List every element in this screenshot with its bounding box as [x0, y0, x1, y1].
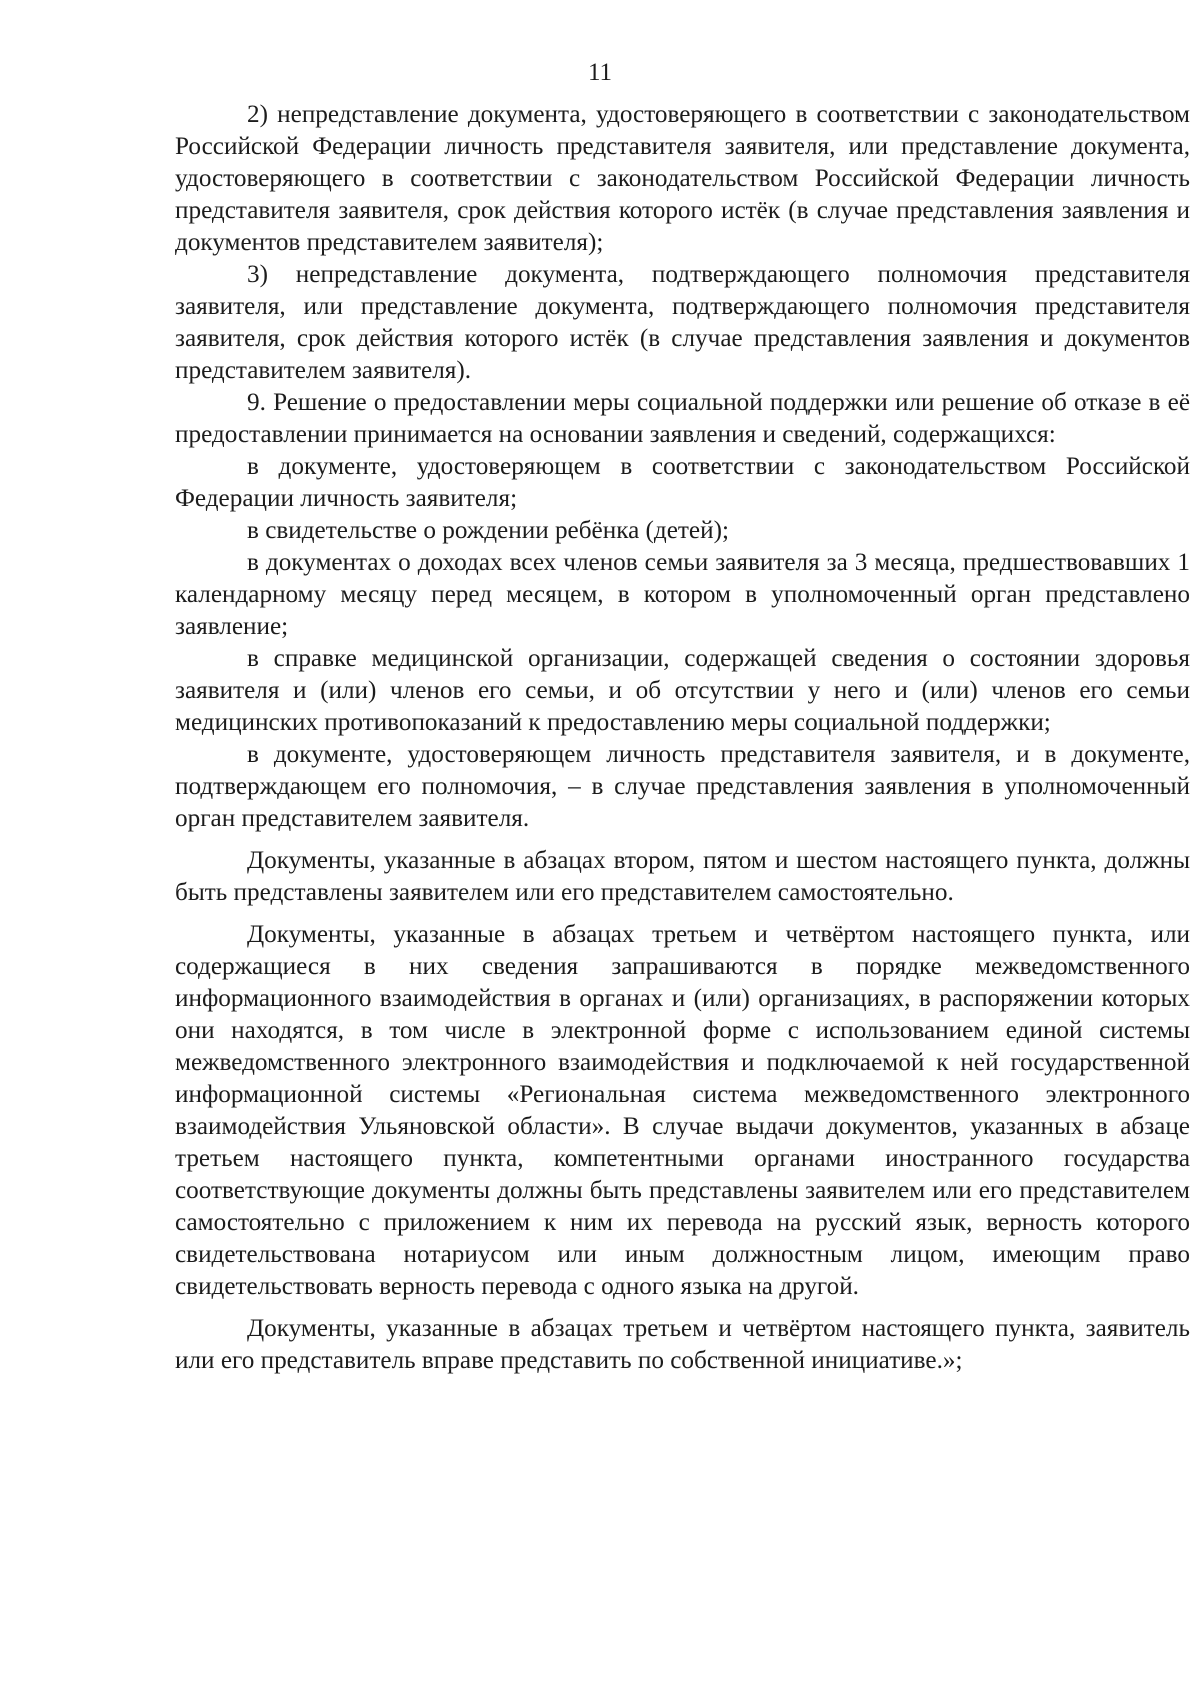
paragraph-medical-certificate: в справке медицинской организации, содержащей сведения о состоянии здоровья заявителя и (или) членов его семьи, и об отсутствии у него и (или) членов его семьи медицинских противопоказаний к предоставлению меры социальной поддержки;	[175, 645, 1190, 736]
paragraph-self-submitted: Документы, указанные в абзацах втором, пятом и шестом настоящего пункта, должны быть представлены заявителем или его представителем самостоятельно.	[175, 847, 1190, 906]
paragraph-interagency-request: Документы, указанные в абзацах третьем и четвёртом настоящего пункта, или содержащиеся в них сведения запрашиваются в порядке межведомственного информационного взаимодействия в органах и (или) организациях, в распоряжении которых они находятся, в том числе в электронной форме с использованием единой системы межведомственного электронного взаимодействия и подключаемой к ней государственной информационной системы «Региональная система межведомственного электронного взаимодействия Ульяновской области». В случае выдачи документов, указанных в абзаце третьем настоящего пункта, компетентными органами иностранного государства соответствующие документы должны быть представлены заявителем или его представителем самостоятельно с приложением к ним их перевода на русский язык, верность которого свидетельствована нотариусом или иным должностным лицом, имеющим право свидетельствовать верность перевода с одного языка на другой.	[175, 921, 1190, 1300]
paragraph-clause-9: 9. Решение о предоставлении меры социальной поддержки или решение об отказе в её предоставлении принимается на основании заявления и сведений, содержащихся:	[175, 389, 1190, 448]
paragraph-item-3: 3) непредставление документа, подтверждающего полномочия представителя заявителя, или представление документа, подтверждающего полномочия представителя заявителя, срок действия которого истёк (в случае представления заявления и документов представителем заявителя).	[175, 261, 1190, 384]
paragraph-birth-certificate: в свидетельстве о рождении ребёнка (детей);	[247, 517, 729, 544]
paragraph-income-documents: в документах о доходах всех членов семьи заявителя за 3 месяца, предшествовавших 1 календарному месяцу перед месяцем, в котором в уполномоченный орган представлено заявление;	[175, 549, 1190, 640]
document-body	[175, 99, 1190, 1377]
paragraph-own-initiative: Документы, указанные в абзацах третьем и четвёртом настоящего пункта, заявитель или его представитель вправе представить по собственной инициативе.»;	[175, 1315, 1190, 1374]
paragraph-item-2: 2) непредставление документа, удостоверяющего в соответствии с законодательством Российской Федерации личность представителя заявителя, или представление документа, удостоверяющего в соответствии с законодательством Российской Федерации личность представителя заявителя, срок действия которого истёк (в случае представления заявления и документов представителем заявителя);	[175, 101, 1190, 256]
paragraph-doc-identity: в документе, удостоверяющем в соответствии с законодательством Российской Федерации личность заявителя;	[175, 453, 1190, 512]
paragraph-representative-documents: в документе, удостоверяющем личность представителя заявителя, и в документе, подтверждающем его полномочия, – в случае представления заявления в уполномоченный орган представителем заявителя.	[175, 741, 1190, 832]
page-number: 11	[587, 59, 613, 86]
